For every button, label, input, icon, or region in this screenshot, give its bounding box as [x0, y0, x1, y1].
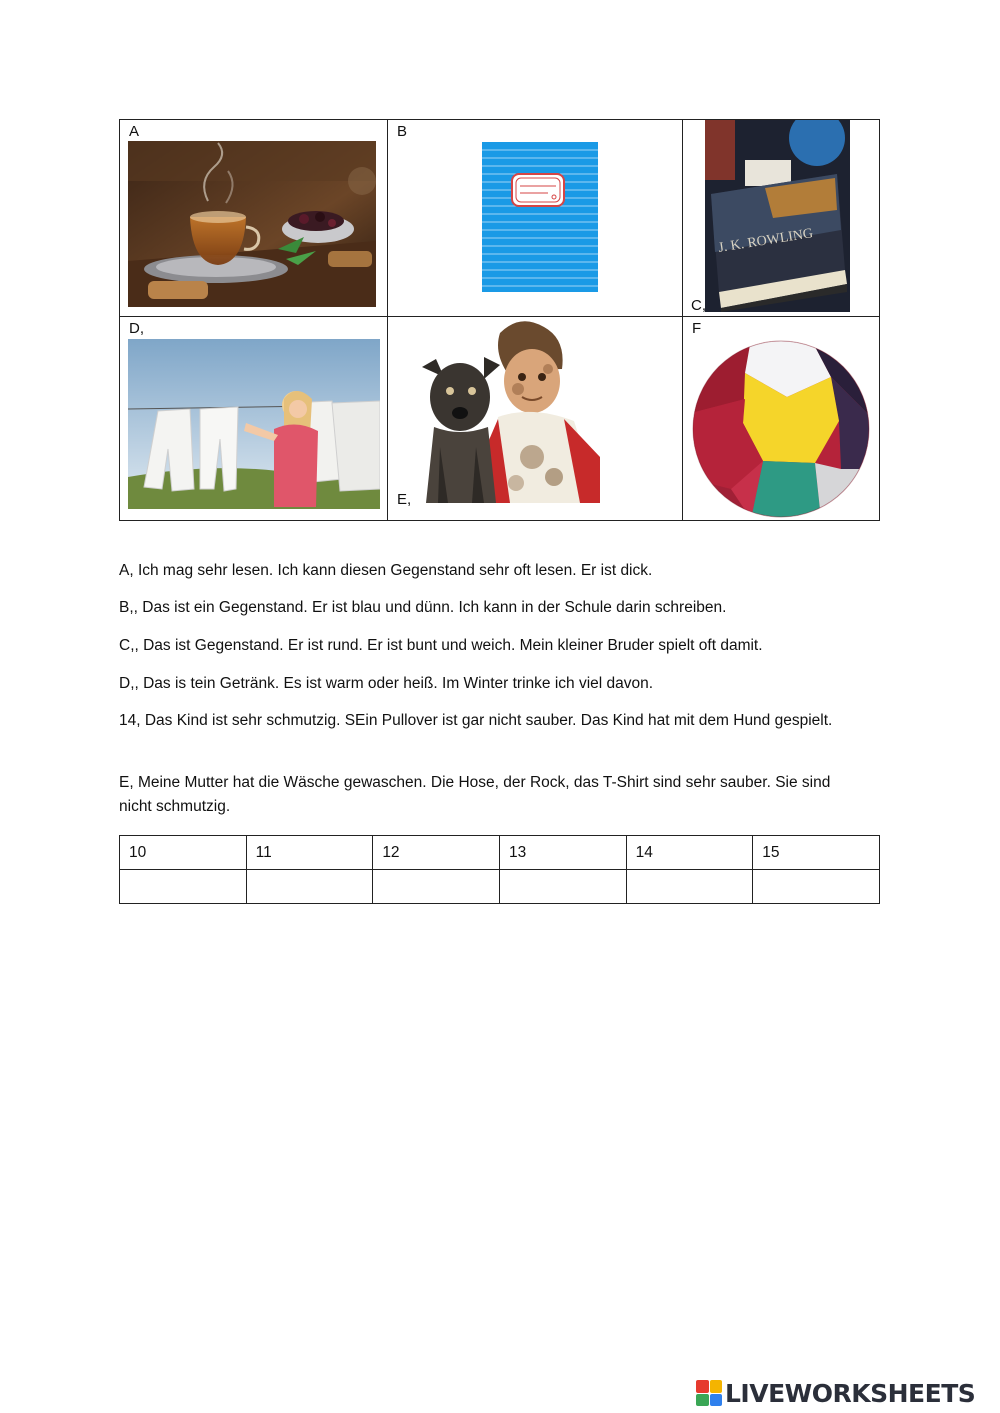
cell-label-a: A	[129, 123, 140, 140]
cell-e	[388, 317, 682, 520]
soft-ball-image	[691, 339, 873, 519]
laundry-line-image	[128, 339, 380, 509]
cell-label-e: E,	[397, 491, 412, 508]
answer-field-15[interactable]	[753, 870, 880, 904]
answer-table	[119, 835, 880, 904]
answer-field-12[interactable]	[373, 870, 500, 904]
answer-field-13[interactable]	[499, 870, 626, 904]
sentence-c: C,, Das ist Gegenstand. Er ist rund. Er ist bunt und weich. Mein kleiner Bruder spielt oft damit.	[119, 637, 763, 654]
cell-label-d: D,	[129, 320, 144, 337]
cell-label-f: F	[692, 320, 702, 337]
thick-book-image	[705, 120, 850, 312]
answer-header-13: 13	[499, 836, 626, 870]
cell-c	[683, 120, 879, 316]
answer-header-14: 14	[626, 836, 753, 870]
sentence-a: A, Ich mag sehr lesen. Ich kann diesen Gegenstand sehr oft lesen. Er ist dick.	[119, 562, 653, 579]
cell-a	[120, 120, 387, 316]
sentence-b: B,, Das ist ein Gegenstand. Er ist blau und dünn. Ich kann in der Schule darin schreiben.	[119, 599, 727, 616]
logo-tile-blue	[710, 1394, 723, 1407]
answer-field-11[interactable]	[246, 870, 373, 904]
logo-tile-red	[696, 1380, 709, 1393]
cell-f	[683, 317, 879, 520]
liveworksheets-brand	[696, 1376, 975, 1410]
blue-notebook-image	[482, 142, 598, 292]
logo-tile-green	[696, 1394, 709, 1407]
sentence-14: 14, Das Kind ist sehr schmutzig. SEin Pullover ist gar nicht sauber. Das Kind hat mit dem Hund gespielt.	[119, 712, 833, 729]
answer-field-10[interactable]	[120, 870, 247, 904]
cell-d	[120, 317, 387, 520]
cell-label-b: B	[397, 123, 408, 140]
liveworksheets-logo-icon	[696, 1380, 722, 1406]
brand-text: LIVEWORKSHEETS	[725, 1378, 976, 1408]
answer-header-15: 15	[753, 836, 880, 870]
answer-header-row	[120, 836, 880, 870]
answer-input-row	[120, 870, 880, 904]
cell-label-c: C,	[691, 297, 706, 314]
logo-tile-yellow	[710, 1380, 723, 1393]
picture-grid	[119, 119, 880, 521]
answer-header-11: 11	[246, 836, 373, 870]
tea-cup-image	[128, 141, 376, 307]
sentence-d: D,, Das is tein Getränk. Es ist warm oder heiß. Im Winter trinke ich viel davon.	[119, 675, 654, 692]
book-author-text: J. K. ROWLING	[717, 226, 815, 256]
answer-header-10: 10	[120, 836, 247, 870]
answer-field-14[interactable]	[626, 870, 753, 904]
sentence-e: E, Meine Mutter hat die Wäsche gewaschen. Die Hose, der Rock, das T-Shirt sind sehr sauber. Sie sind nicht schmutzig.	[119, 774, 831, 815]
dirty-child-dog-image	[414, 317, 604, 507]
cell-b	[388, 120, 682, 316]
answer-header-12: 12	[373, 836, 500, 870]
